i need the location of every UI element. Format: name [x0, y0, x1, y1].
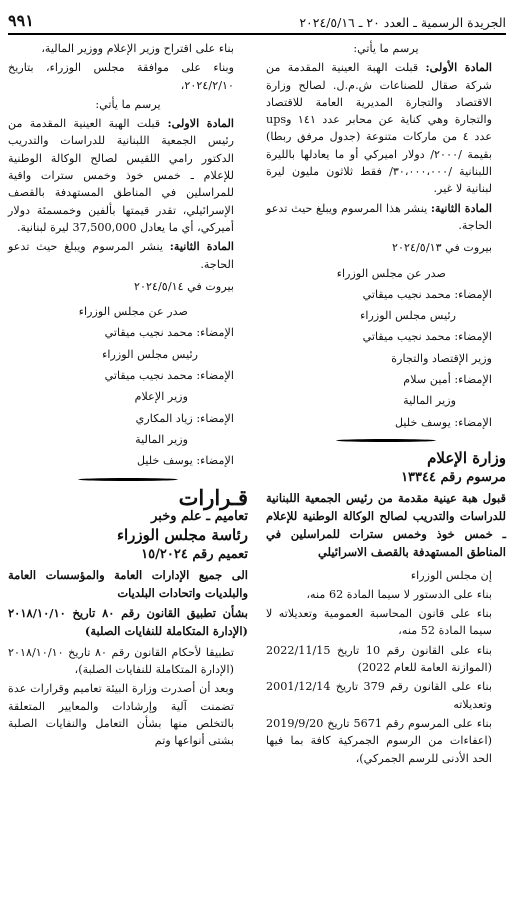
page-number: ٩٩١ — [8, 11, 34, 30]
article-2 — [266, 200, 506, 235]
body-paragraph: تطبيقا لأحكام القانون رقم ٨٠ تاريخ ٢٠١٨/١٠/١٠ (الإدارة المتكاملة للنفايات الصلبة)، — [8, 645, 234, 677]
section-heading: قـرارات — [178, 484, 248, 510]
circular-number: تعميم رقم ١٥/٢٠٢٤ — [141, 547, 248, 563]
section-divider — [336, 439, 436, 442]
page-header — [8, 8, 506, 30]
circular-subject: بشأن تطبيق القانون رقم ٨٠ تاريخ ٢٠١٨/١٠/١٠ (الإدارة المتكاملة للنفايات الصلبة) — [8, 605, 248, 638]
article-2 — [8, 238, 248, 273]
decree-number: مرسوم رقم ١٣٣٤٤ — [401, 470, 506, 486]
article-text: ينشر هذا المرسوم ويبلغ حيث تدعو الحاجة. — [266, 201, 492, 232]
body-paragraph: وبعد أن أصدرت وزارة البيئة تعاميم وقرارات عدة تضمنت آلية وإرشادات والمعايير المتعلقة بالتخلص منها بشأن التعامل والنفايات الصلبة بشتى أنواعها وتم — [8, 682, 234, 748]
minister-title: وزير المالية — [135, 432, 188, 446]
signature: الإمضاء: أمين سلام — [403, 373, 492, 387]
article-label: المادة الثانية: — [430, 200, 492, 215]
left-column — [8, 40, 248, 752]
preamble: بناء على قانون المحاسبة العمومية وتعديلاته لا سيما المادة 52 منه، — [266, 607, 492, 638]
issuer: صدر عن مجلس الوزراء — [336, 266, 446, 280]
preamble: بناء على اقتراح وزير الإعلام ووزير المالية، — [41, 42, 234, 55]
signature: الإمضاء: محمد نجيب ميقاتي — [362, 330, 492, 344]
article-text: ينشر المرسوم ويبلغ حيث تدعو الحاجة. — [8, 240, 234, 271]
authority-heading: رئاسة مجلس الوزراء — [116, 526, 248, 545]
article-label: المادة الثانية: — [169, 239, 234, 254]
signature: الإمضاء: يوسف خليل — [394, 415, 492, 429]
signature: الإمضاء: محمد نجيب ميقاتي — [104, 326, 234, 340]
decree-date: بيروت في ٢٠٢٤/٥/١٤ — [134, 279, 234, 293]
signature: الإمضاء: محمد نجيب ميقاتي — [104, 369, 234, 383]
circular-recipients: الى جميع الإدارات العامة والمؤسسات العامة والبلديات واتحادات البلديات — [8, 567, 248, 600]
article-label: المادة الأولى: — [425, 60, 493, 75]
decree-intro: يرسم ما يأتي: — [353, 42, 419, 55]
preamble: وبناء على موافقة مجلس الوزراء، بتاريخ ٢٠٢٤/٢/١٠، — [8, 61, 234, 92]
issuer: صدر عن مجلس الوزراء — [78, 305, 188, 319]
decree-intro: يرسم ما يأتي: — [95, 97, 161, 111]
section-divider — [78, 478, 178, 481]
minister-title: وزير الإعلام — [134, 390, 188, 404]
preamble: بناء على القانون رقم 379 تاريخ 2001/12/14 وتعديلاته — [266, 680, 493, 711]
minister-title: وزير المالية — [403, 394, 456, 408]
ministry-heading: وزارة الإعلام — [427, 448, 506, 467]
preamble: بناء على الدستور لا سيما المادة 62 منه، — [306, 587, 492, 601]
signature: الإمضاء: يوسف خليل — [136, 454, 234, 468]
minister-title: وزير الإقتصاد والتجارة — [391, 351, 492, 365]
preamble: إن مجلس الوزراء — [410, 568, 492, 582]
article-text: قبلت الهبة العينية المقدمة من رئيس الجمعية اللبنانية للدراسات والتدريب الدكتور رامي اللقيس لصالح الوكالة الوطنية للإعلام ـ خمس خوذ وخمس سترات واقية للمراسلين في المناطق المستهدفة بالقصف الإسرائيلي، تقدر قيمتها بألفين وخمسمئة دولار أميركي، أي ما يعادل 37,500,000 ليرة لبنانية. — [8, 117, 234, 234]
pm-title: رئيس مجلس الوزراء — [360, 309, 456, 323]
preamble: بناء على القانون رقم 10 تاريخ 2022/11/15 (الموازنة العامة للعام 2022) — [266, 643, 492, 675]
preamble: بناء على المرسوم رقم 5671 تاريخ 2019/9/20 (اعفاءات من الرسوم الجمركية كافة بما فيها الحد الأدنى للرسم الجمركي)، — [266, 716, 492, 765]
article-text: قبلت الهبة العينية المقدمة من شركة صقال للصناعات ش.م.ل. لصالح وزارة الاقتصاد والتجارة المديرية العامة للاقتصاد والتجارة وهي كناية عن محابر عدد ١٤١ وups عدد ٤ من ماركات متنوعة (جدول مرفق ربطا) بقيمة /٢٠٠٠/ دولار اميركي أو ما يعادلها بالليرة اللبنانية /٣٠،٠٠٠،٠٠٠/ فقط ثلاثون مليون ليرة لبنانية لا غير. — [266, 61, 493, 196]
decree-date: بيروت في ٢٠٢٤/٥/١٣ — [392, 241, 492, 255]
decree-title: قبول هبة عينية مقدمة من رئيس الجمعية اللبنانية للدراسات والتدريب لصالح الوكالة الوطنية للإعلام ـ خمس خوذ وخمس سترات للمراسلين في المناطق المستهدفة بالقصف الاسرائيلي — [266, 490, 506, 559]
article-1 — [266, 59, 506, 197]
gazette-title: الجريدة الرسمية ـ العدد ٢٠ ـ ٢٠٢٤/٥/١٦ — [299, 15, 506, 30]
subsection-heading: تعاميم ـ علم وخبر — [151, 508, 248, 524]
header-rule — [8, 33, 506, 35]
right-column — [266, 40, 506, 769]
article-1 — [8, 115, 248, 236]
signature: الإمضاء: محمد نجيب ميقاتي — [362, 287, 492, 301]
article-label: المادة الاولى: — [167, 116, 235, 131]
signature: الإمضاء: زياد المكاري — [135, 411, 234, 425]
pm-title: رئيس مجلس الوزراء — [102, 347, 198, 361]
